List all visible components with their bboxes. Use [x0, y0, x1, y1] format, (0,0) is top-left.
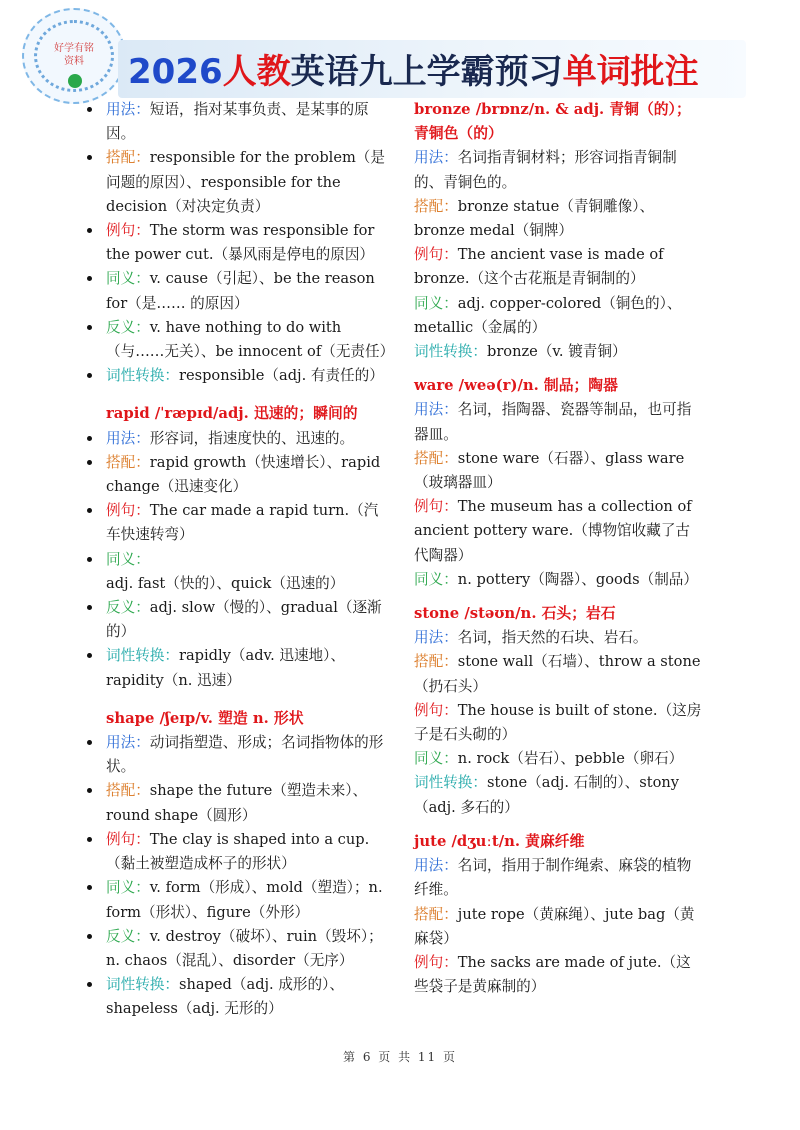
entry-item-pos [85, 364, 387, 388]
item-text: stone（adj. 石制的）、stony（adj. 多石的） [414, 774, 680, 816]
entry-item-usage [85, 98, 387, 146]
item-text: stone wall（石墙）、throw a stone（扔石头） [414, 653, 701, 695]
logo-text-line-2: 资料 [64, 56, 84, 67]
entry-headword: stone /stəʊn/n. 石头；岩石 [414, 605, 616, 623]
item-label: 搭配： [106, 782, 150, 800]
item-label: 例句： [414, 953, 458, 971]
page-number: 第 6 页 共 11 页 [343, 1050, 457, 1064]
title-topic: 单词批注 [562, 52, 699, 92]
item-text: responsible for the problem（是问题的原因）、responsible for the decision（对决定负责） [106, 149, 385, 215]
entry-item-ant [85, 596, 387, 644]
item-text: v. form（形成）、mold（塑造）；n. form（形状）、figure（外形） [106, 879, 383, 921]
right-column [414, 98, 704, 1009]
item-label: 例句： [414, 246, 458, 264]
entry-item-syn [414, 747, 704, 771]
item-label: 反义： [106, 318, 150, 336]
item-label: 词性转换： [106, 367, 179, 385]
item-text: 动词指塑造、形成；名词指物体的形状。 [106, 734, 384, 776]
item-label: 例句： [106, 830, 150, 848]
item-text: v. have nothing to do with（与……无关）、be innocent of（无责任） [106, 318, 395, 361]
title-publisher: 人教 [222, 52, 291, 92]
item-label: 搭配： [414, 653, 458, 671]
item-text: responsible（adj. 有责任的） [178, 367, 384, 385]
entry-item-colloc [414, 903, 704, 951]
item-text: v. cause（引起）、be the reason for（是…… 的原因） [106, 270, 375, 312]
item-text: The museum has a collection of ancient pottery ware.（博物馆收藏了古代陶器） [414, 498, 692, 564]
item-label: 同义： [106, 270, 150, 288]
item-text: adj. slow（慢的）、gradual（逐渐的） [106, 599, 382, 641]
item-text: 名词，指用于制作绳索、麻袋的植物纤维。 [414, 857, 692, 899]
item-label: 词性转换： [414, 343, 487, 361]
vocab-entry [414, 98, 704, 364]
entry-item-usage [85, 731, 387, 779]
item-label: 搭配： [414, 449, 458, 467]
entry-headword: shape /ʃeɪp/v. 塑造 n. 形状 [106, 709, 304, 727]
item-label: 用法： [414, 857, 458, 875]
item-text: adj. copper-colored（铜色的）、metallic（金属的） [414, 294, 682, 336]
entry-item-colloc [414, 650, 704, 698]
item-text: 名词，指陶器、瓷器等制品，也可指器皿。 [414, 401, 692, 443]
item-label: 同义： [106, 879, 150, 897]
entry-item-syn [414, 292, 704, 340]
item-label: 用法： [414, 629, 458, 647]
entry-item-colloc [85, 146, 387, 219]
entry-item-colloc [85, 451, 387, 499]
vocab-entry [85, 98, 395, 388]
item-text: 形容词，指速度快的、迅速的。 [149, 429, 355, 447]
item-label: 词性转换： [106, 976, 179, 994]
entry-item-example [85, 219, 387, 267]
entry-item-colloc [414, 195, 704, 243]
entry-item-usage [414, 146, 704, 194]
entry-item-ant [85, 925, 387, 973]
item-text: n. pottery（陶器）、goods（制品） [457, 570, 698, 588]
entry-item-pos [414, 340, 704, 364]
vocab-entry [85, 402, 387, 692]
item-label: 搭配： [414, 905, 458, 923]
item-label: 用法： [414, 401, 458, 419]
item-text: The ancient vase is made of bronze.（这个古花瓶是青铜制的） [414, 246, 664, 288]
item-text: The storm was responsible for the power cut.（暴风雨是停电的原因） [106, 222, 375, 264]
entry-item-syn [85, 876, 387, 924]
item-text: 名词指青铜材料；形容词指青铜制的、青铜色的。 [414, 149, 677, 191]
left-column [85, 98, 395, 1036]
entry-item-usage [414, 398, 704, 446]
vocab-entry [414, 830, 704, 999]
item-label: 用法： [106, 734, 150, 752]
item-label: 同义： [106, 550, 150, 568]
entry-item-example [414, 495, 704, 568]
item-label: 词性转换： [106, 647, 179, 665]
vocab-entry [85, 707, 387, 1022]
item-label: 用法： [414, 149, 458, 167]
item-text: stone ware（石器）、glass ware（玻璃器皿） [414, 449, 685, 492]
item-text: jute rope（黄麻绳）、jute bag（黄麻袋） [414, 905, 695, 947]
item-text: 短语，指对某事负责、是某事的原因。 [106, 101, 369, 143]
entry-item-pos [414, 771, 704, 819]
item-label: 搭配： [106, 453, 150, 471]
logo-text [24, 42, 124, 68]
item-label: 例句： [414, 701, 458, 719]
entry-item-pos [85, 644, 387, 692]
logo [22, 8, 126, 104]
logo-text-line-1: 好学有铭 [54, 43, 94, 54]
item-label: 同义： [414, 570, 458, 588]
item-text: rapid growth（快速增长）、rapid change（迅速变化） [106, 453, 381, 496]
entry-item-example [85, 499, 387, 547]
entry-item-pos [85, 973, 387, 1021]
entry-headword: ware /weə(r)/n. 制品；陶器 [414, 377, 618, 395]
item-text: The car made a rapid turn.（汽车快速转弯） [106, 502, 379, 544]
entry-headword: jute /dʒuːt/n. 黄麻纤维 [414, 832, 585, 850]
item-text: bronze（v. 镀青铜） [486, 343, 627, 361]
item-text: The house is built of stone.（这房子是石头砌的） [414, 701, 702, 744]
item-text: 名词，指天然的石块、岩石。 [457, 629, 648, 647]
entry-item-usage [414, 626, 704, 650]
item-label: 搭配： [414, 197, 458, 215]
vocab-entry [414, 602, 704, 820]
entry-item-syn [85, 548, 387, 596]
entry-item-example [85, 828, 387, 876]
entry-item-syn [85, 267, 387, 315]
entry-item-colloc [414, 447, 704, 495]
item-label: 用法： [106, 101, 150, 118]
item-label: 同义： [414, 750, 458, 768]
item-text: shaped（adj. 成形的）、shapeless（adj. 无形的） [106, 976, 345, 1018]
item-label: 搭配： [106, 149, 150, 167]
title-year: 2026 [128, 52, 223, 92]
entry-item-usage [414, 854, 704, 902]
vocab-entry [414, 374, 704, 592]
item-text: n. rock（岩石）、pebble（卵石） [457, 750, 684, 768]
item-text: adj. fast（快的）、quick（迅速的） [106, 574, 345, 592]
item-label: 词性转换： [414, 774, 487, 792]
entry-item-usage [85, 427, 387, 451]
entry-headword: rapid /ˈræpɪd/adj. 迅速的；瞬间的 [106, 405, 358, 423]
entry-item-ant [85, 316, 395, 364]
item-label: 例句： [106, 502, 150, 520]
item-label: 同义： [414, 294, 458, 312]
entry-item-colloc [85, 779, 387, 827]
item-label: 例句： [106, 222, 150, 240]
item-text: v. destroy（破坏）、ruin（毁坏）；n. chaos（混乱）、disorder（无序） [106, 927, 383, 969]
item-label: 反义： [106, 599, 150, 617]
item-label: 用法： [106, 429, 150, 447]
item-text: shape the future（塑造未来）、round shape（圆形） [106, 782, 368, 824]
item-text: bronze statue（青铜雕像）、bronze medal（铜牌） [414, 197, 655, 240]
item-label: 例句： [414, 498, 458, 516]
logo-leaf-icon [68, 74, 82, 88]
item-text: The clay is shaped into a cup.（黏土被塑造成杯子的形状） [106, 830, 370, 873]
title-subject: 英语九上学霸预习 [290, 52, 563, 92]
entry-item-example [414, 951, 704, 999]
entry-item-example [414, 699, 704, 747]
item-text: rapidly（adv. 迅速地）、rapidity（n. 迅速） [106, 647, 346, 689]
entry-headword: bronze /brɒnz/n. & adj. 青铜（的）；青铜色（的） [414, 101, 691, 143]
page-title [128, 45, 699, 99]
item-label: 反义： [106, 927, 150, 945]
item-text: The sacks are made of jute.（这些袋子是黄麻制的） [414, 953, 691, 996]
entry-item-syn [414, 568, 704, 592]
entry-item-example [414, 243, 704, 291]
